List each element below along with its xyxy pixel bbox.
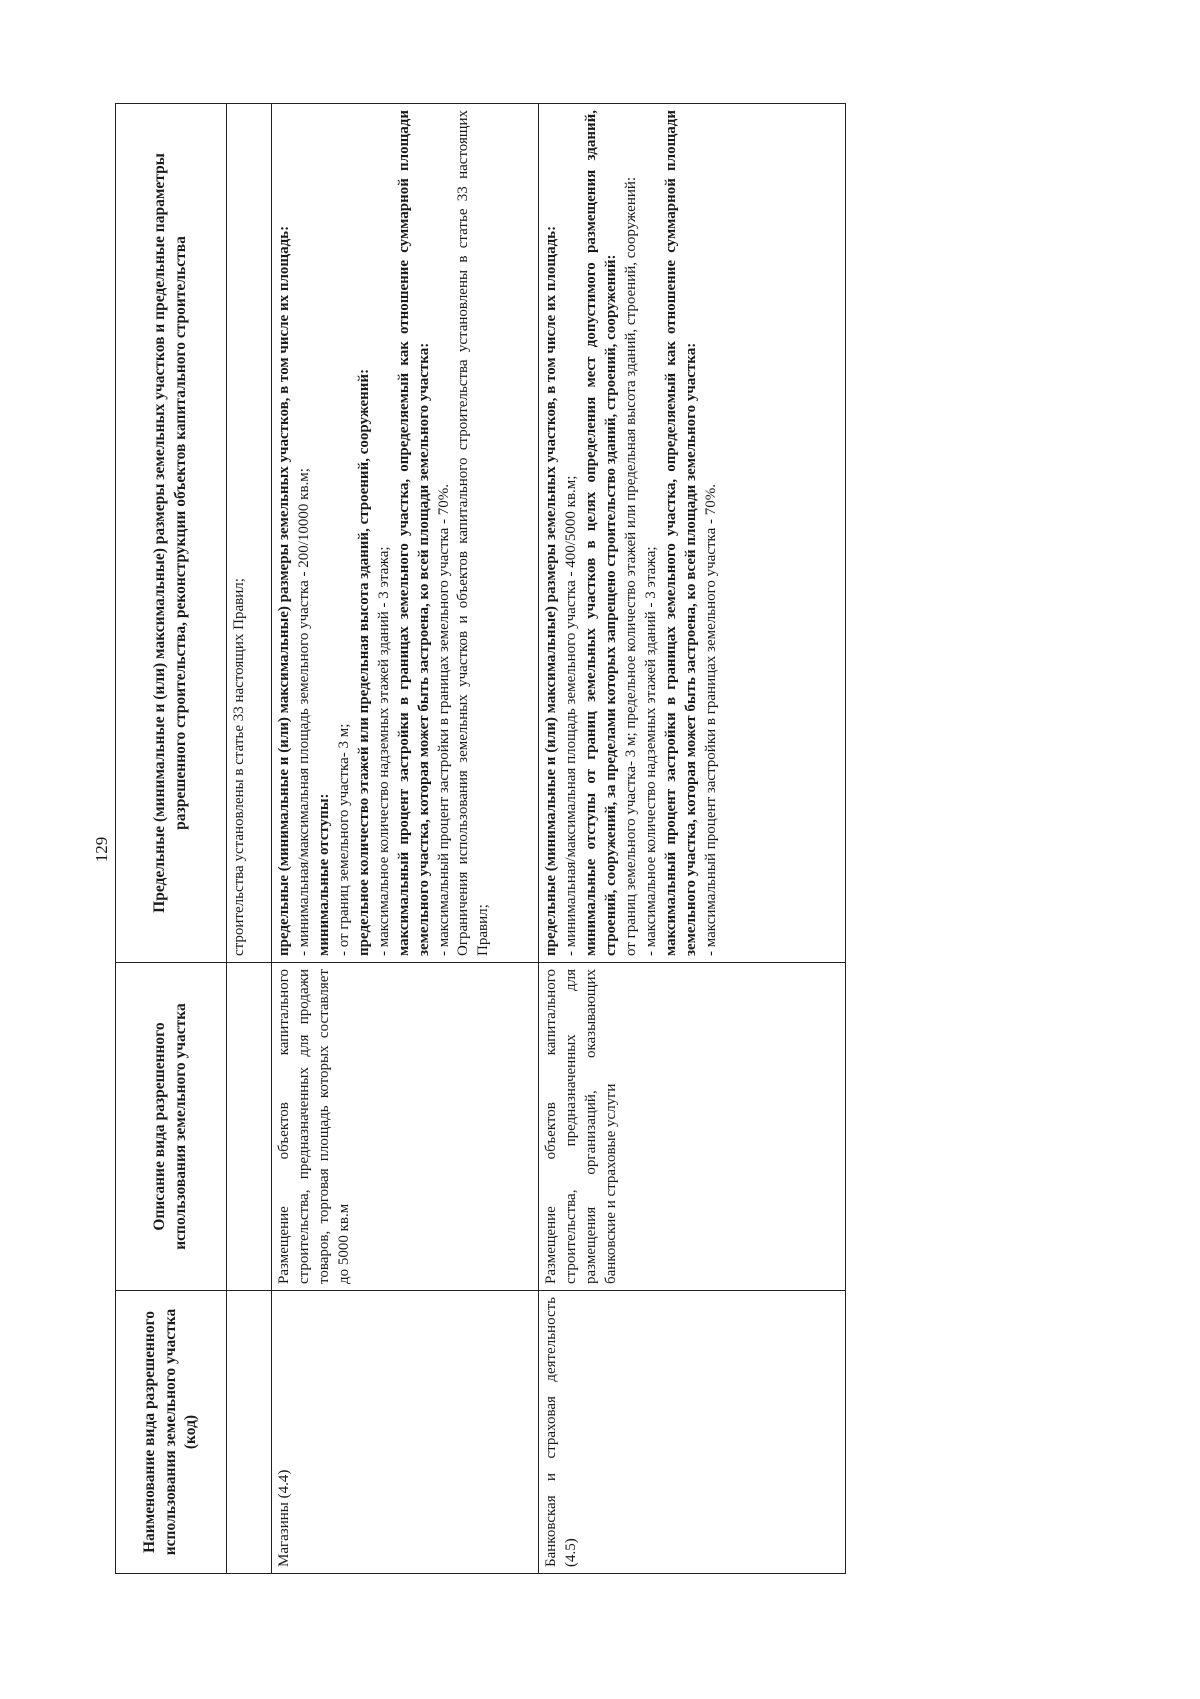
parameter-heading: минимальные отступы: <box>315 793 332 956</box>
parameter-line: - максимальный процент застройки в границах земельного участка - 70%. <box>702 483 719 956</box>
parameter-line: от границ земельного участка- 3 м; предельное количество этажей или предельная высота зданий, строений, сооружений: <box>622 176 639 956</box>
parameter-heading: максимальный процент застройки в границах земельного участка, определяемый как отношение суммарной площади земельного участка, которая может быть застроена, ко всей площади земельного участка: <box>662 110 699 956</box>
use-name-cell <box>227 1291 272 1574</box>
parameter-heading: предельные (минимальные и (или) максимальные) размеры земельных участков, в том числе их площадь: <box>276 225 292 956</box>
regulations-table <box>115 103 846 1574</box>
use-description-cell: Размещение объектов капитального строительства, предназначенных для размещения организаций, оказывающих банковские и страховые услуги <box>539 963 846 1291</box>
parameter-heading: предельные (минимальные и (или) максимальные) размеры земельных участков, в том числе их площадь: <box>543 225 559 956</box>
parameters-cell <box>272 104 539 963</box>
use-name-cell: Магазины (4.4) <box>272 1291 539 1574</box>
parameter-line: - максимальное количество надземных этажей зданий - 3 этажа; <box>375 546 392 956</box>
header-use-description: Описание вида разрешенного использования земельного участка <box>116 963 227 1291</box>
header-use-name: Наименование вида разрешенного использования земельного участка (код) <box>116 1291 227 1574</box>
use-name-cell: Банковская и страховая деятельность (4.5) <box>539 1291 846 1574</box>
parameter-line: Ограничения использования земельных участков и объектов капитального строительства установлены в статье 33 настоящих Правил; <box>455 110 492 956</box>
parameter-line: - минимальная/максимальная площадь земельного участка - 400/5000 кв.м; <box>562 475 579 956</box>
use-description-cell <box>227 963 272 1291</box>
parameters-cell <box>539 104 846 963</box>
use-description-cell: Размещение объектов капитального строительства, предназначенных для продажи товаров, торговая площадь которых составляет до 5000 кв.м <box>272 963 539 1291</box>
table-row <box>539 104 846 1574</box>
parameter-line: - максимальное количество надземных этажей зданий - 3 этажа; <box>642 546 659 956</box>
parameter-heading: минимальные отступы от границ земельных участков в целях определения мест допустимого размещения зданий, строений, сооружений, за пределами которых запрещено строительство зданий, строений, сооружений: <box>582 110 619 956</box>
header-parameters: Предельные (минимальные и (или) максимальные) размеры земельных участков и предельные параметры разрешенного строительства, реконструкции объектов капитального строительства <box>116 104 227 963</box>
table-row <box>227 104 272 1574</box>
parameter-heading: максимальный процент застройки в границах земельного участка, определяемый как отношение суммарной площади земельного участка, которая может быть застроена, ко всей площади земельного участка: <box>395 110 432 956</box>
parameter-heading: предельное количество этажей или предельная высота зданий, строений, сооружений: <box>355 368 372 956</box>
parameter-line: строительства установлены в статье 33 настоящих Правил; <box>231 578 247 956</box>
parameter-line: - от границ земельного участка- 3 м; <box>335 723 352 956</box>
parameter-line: - максимальный процент застройки в границах земельного участка - 70%. <box>435 483 452 956</box>
table-header-row <box>116 104 227 1574</box>
table-row <box>272 104 539 1574</box>
parameters-cell <box>227 104 272 963</box>
parameter-line: - минимальная/максимальная площадь земельного участка - 200/10000 кв.м; <box>295 468 312 956</box>
page-number: 129 <box>92 836 111 863</box>
